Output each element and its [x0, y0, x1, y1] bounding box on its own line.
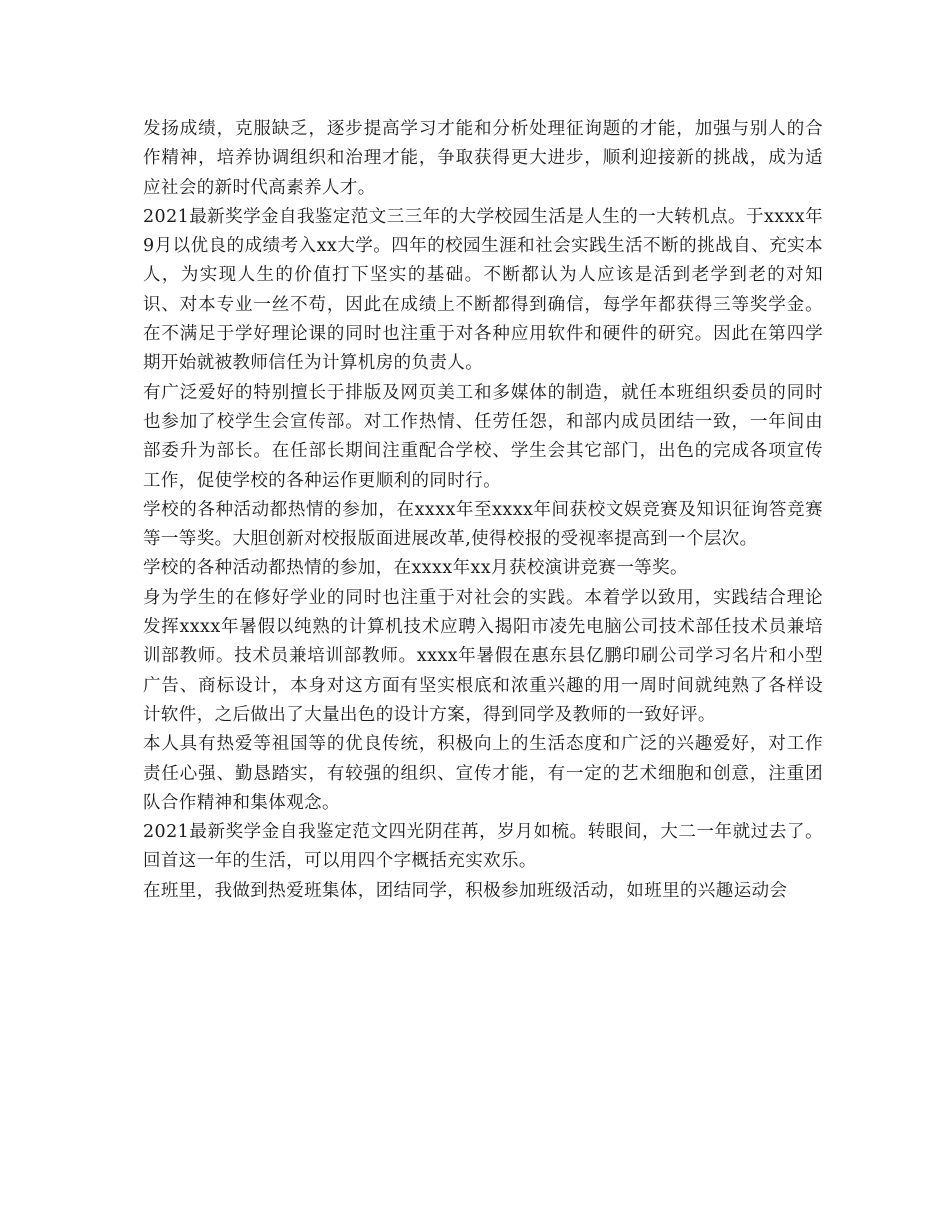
paragraph: 发扬成绩，克服缺乏，逐步提高学习才能和分析处理征询题的才能，加强与别人的合作精神，培养协调组织和治理才能，争取获得更大进步，顺利迎接新的挑战，成为适应社会的新时代高素养人才。	[143, 119, 823, 198]
paragraph: 2021最新奖学金自我鉴定范文三三年的大学校园生活是人生的一大转机点。于xxxx年9月以优良的成绩考入xx大学。四年的校园生涯和社会实践生活不断的挑战自、充实本人，为实现人生的价值打下坚实的基础。不断都认为人应该是活到老学到老的对知识、对本专业一丝不苟，因此在成绩上不断都得到确信，每学年都获得三等奖学金。在不满足于学好理论课的同时也注重于对各种应用软件和硬件的研究。因此在第四学期开始就被教师信任为计算机房的负责人。	[143, 206, 823, 374]
paragraph: 2021最新奖学金自我鉴定范文四光阴荏苒，岁月如梳。转眼间，大二一年就过去了。回首这一年的生活，可以用四个字概括充实欢乐。	[143, 822, 823, 872]
paragraph: 有广泛爱好的特别擅长于排版及网页美工和多媒体的制造，就任本班组织委员的同时也参加了校学生会宣传部。对工作热情、任劳任怨，和部内成员团结一致，一年间由部委升为部长。在任部长期间注重配合学校、学生会其它部门，出色的完成各项宣传工作，促使学校的各种运作更顺利的同时行。	[143, 382, 823, 491]
paragraph: 学校的各种活动都热情的参加，在xxxx年至xxxx年间获校文娱竞赛及知识征询答竞赛等一等奖。大胆创新对校报版面进展改革,使得校报的受视率提高到一个层次。	[143, 499, 823, 550]
paragraph: 身为学生的在修好学业的同时也注重于对社会的实践。本着学以致用，实践结合理论发挥xxxx年暑假以纯熟的计算机技术应聘入揭阳市凌先电脑公司技术部任技术员兼培训部教师。技术员兼培训部教师。xxxx年暑假在惠东县亿鹏印刷公司学习名片和小型广告、商标设计，本身对这方面有坚实根底和浓重兴趣的用一周时间就纯熟了各样设计软件，之后做出了大量出色的设计方案，得到同学及教师的一致好评。	[143, 587, 823, 725]
paragraph: 学校的各种活动都热情的参加，在xxxx年xx月获校演讲竞赛一等奖。	[143, 558, 688, 579]
paragraph: 本人具有热爱等祖国等的优良传统，积极向上的生活态度和广泛的兴趣爱好，对工作责任心强、勤恳踏实，有较强的组织、宣传才能，有一定的艺术细胞和创意，注重团队合作精神和集体观念。	[143, 734, 823, 813]
document-body	[143, 115, 823, 906]
paragraph: 在班里，我做到热爱班集体，团结同学，积极参加班级活动，如班里的兴趣运动会	[143, 880, 788, 901]
